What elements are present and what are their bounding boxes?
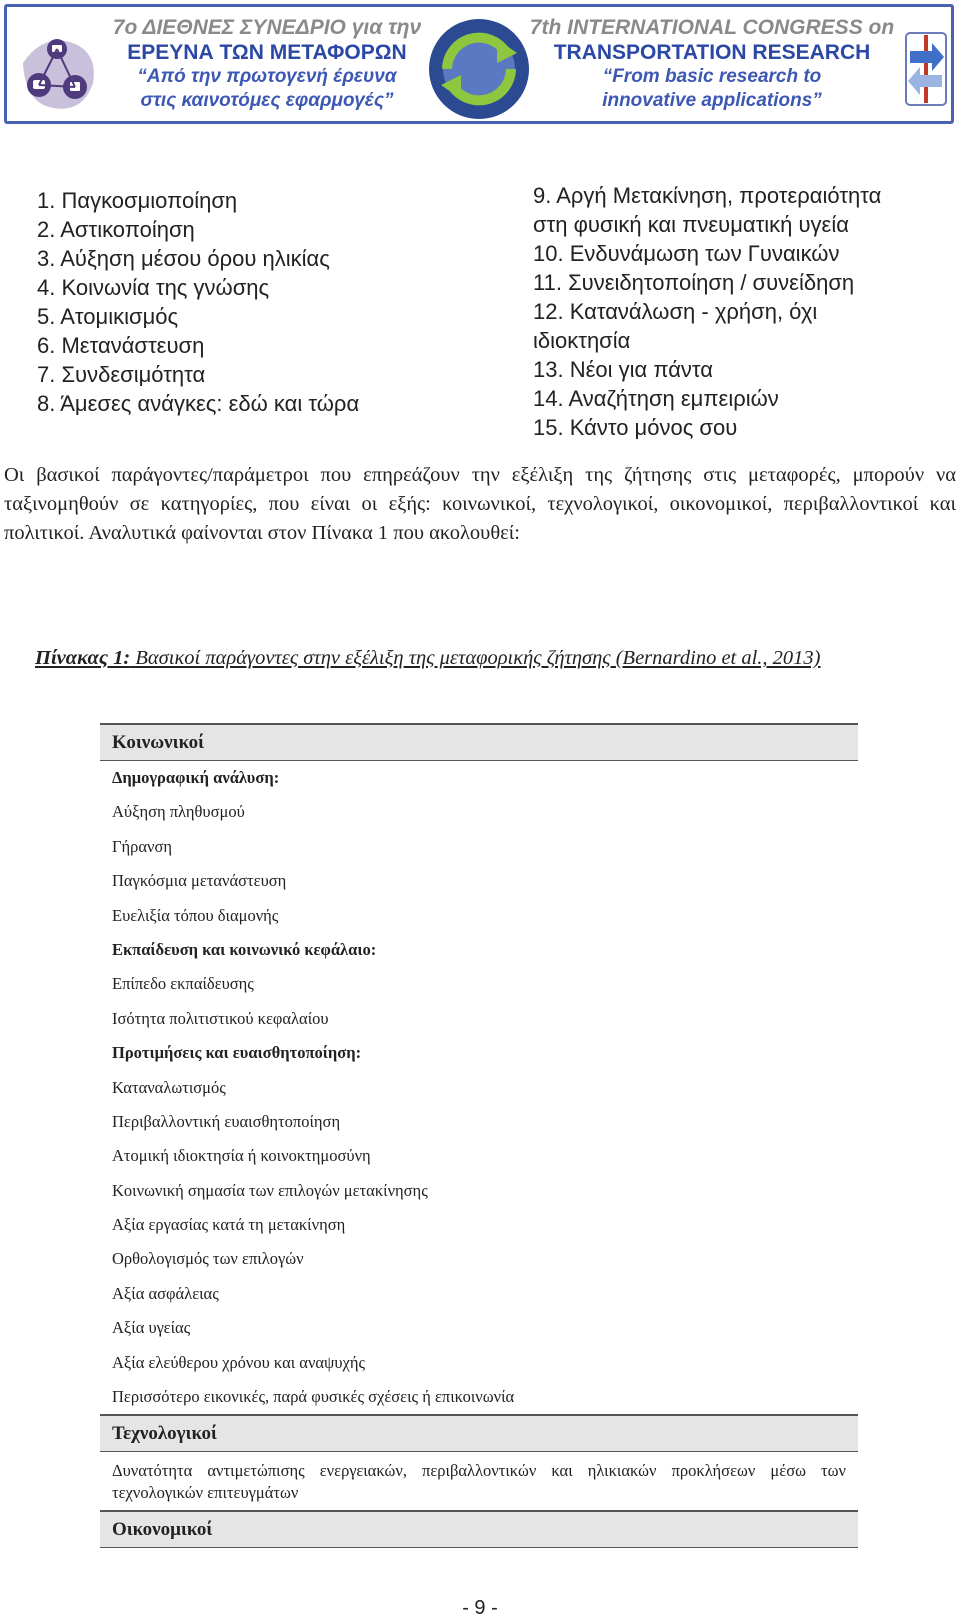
list-item: 4. Κοινωνία της γνώσης — [37, 275, 270, 300]
table-subheading: Προτιμήσεις και ευαισθητοποίηση: — [112, 1043, 362, 1063]
banner-english-text — [527, 15, 897, 113]
list-item: 14. Αναζήτηση εμπειριών — [533, 386, 779, 411]
list-item: 2. Αστικοποίηση — [37, 217, 195, 242]
table-row: Παγκόσμια μετανάστευση — [112, 871, 287, 891]
table-row: Περιβαλλοντική ευαισθητοποίηση — [112, 1111, 341, 1131]
list-item: 7. Συνδεσιμότητα — [37, 362, 206, 387]
table-row: Αξία υγείας — [112, 1318, 191, 1338]
list-item: στη φυσική και πνευματική υγεία — [533, 212, 849, 237]
banner-english-line-1: 7th INTERNATIONAL CONGRESS on — [529, 16, 895, 39]
banner-english-line-2: TRANSPORTATION RESEARCH — [553, 41, 871, 64]
table-row: Επίπεδο εκπαίδευσης — [112, 974, 254, 994]
list-item: 13. Νέοι για πάντα — [533, 357, 714, 382]
banner-greek-line-3: “Από την πρωτογενή έρευνα — [137, 66, 397, 87]
intro-paragraph: Οι βασικοί παράγοντες/παράμετροι που επηρεάζουν την εξέλιξη της ζήτησης στις μεταφορές, μπορούν να ταξινομηθούν σε κατηγορίες, που είναι οι εξής: κοινωνικοί, τεχνολογικοί, οικονομικοί, περιβαλλοντικοί και πολιτικοί. Αναλυτικά φαίνονται στον Πίνακα 1 που ακολουθεί: — [4, 464, 956, 544]
list-item: 10. Ενδυνάμωση των Γυναικών — [533, 241, 840, 266]
table-subheading: Δημογραφική ανάλυση: — [112, 768, 280, 787]
banner-greek-line-4: στις καινοτόμες εφαρμογές” — [140, 90, 394, 111]
banner-english-line-4: innovative applications” — [602, 90, 822, 111]
factors-table — [100, 723, 858, 1548]
social-factors-list — [100, 761, 858, 1414]
congress-banner — [4, 4, 954, 124]
page-number: - 9 - — [462, 1597, 498, 1619]
table-row: Αύξηση πληθυσμού — [112, 802, 245, 822]
category-economic: Οικονομικοί — [100, 1510, 858, 1548]
list-item: ιδιοκτησία — [533, 328, 631, 353]
table-row: Κοινωνική σημασία των επιλογών μετακίνησης — [112, 1180, 428, 1200]
directions-arrow-logo — [902, 29, 950, 109]
list-item: 8. Άμεσες ανάγκες: εδώ και τώρα — [37, 391, 360, 416]
table-row: Ισότητα πολιτιστικού κεφαλαίου — [112, 1008, 329, 1028]
banner-greek-line-1: 7ο ΔΙΕΘΝΕΣ ΣΥΝΕΔΡΙΟ για την — [112, 16, 422, 39]
list-item: 6. Μετανάστευση — [37, 333, 205, 358]
list-item: 1. Παγκοσμιοποίηση — [37, 188, 238, 213]
table-row: Ορθολογισμός των επιλογών — [112, 1249, 304, 1269]
list-item: 3. Αύξηση μέσου όρου ηλικίας — [37, 246, 330, 271]
table-row: Καταναλωτισμός — [112, 1077, 226, 1097]
technological-factor-text: Δυνατότητα αντιμετώπισης ενεργειακών, περιβαλλοντικών και ηλικιακών προκλήσεων μέσω των τεχνολογικών επιτευγμάτων — [112, 1461, 846, 1503]
caption-label: Πίνακας 1: — [35, 647, 131, 669]
table-row: Ευελιξία τόπου διαμονής — [112, 905, 279, 925]
banner-greek-text — [107, 15, 427, 113]
list-item: 9. Αργή Μετακίνηση, προτεραιότητα — [533, 183, 882, 208]
table-row: Αξία εργασίας κατά τη μετακίνηση — [112, 1215, 346, 1235]
table-subheading: Εκπαίδευση και κοινωνικό κεφάλαιο: — [112, 939, 377, 959]
list-item: 12. Κατανάλωση - χρήση, όχι — [533, 299, 818, 324]
banner-english-line-3: “From basic research to — [602, 66, 822, 87]
trend-list-right — [533, 181, 933, 442]
caption-text: Βασικοί παράγοντες στην εξέλιξη της μεταφορικής ζήτησης (Bernardino et al., 2013) — [130, 647, 821, 669]
table-caption — [35, 647, 935, 670]
transport-network-logo — [13, 23, 105, 119]
list-item: 15. Κάντο μόνος σου — [533, 415, 738, 440]
category-social: Κοινωνικοί — [100, 723, 858, 761]
table-row: Γήρανση — [112, 836, 173, 856]
trend-list-left — [37, 186, 477, 418]
recycle-globe-logo — [427, 17, 531, 121]
table-row: Αξία ελεύθερου χρόνου και αναψυχής — [112, 1352, 366, 1372]
category-technological: Τεχνολογικοί — [100, 1414, 858, 1452]
list-item: 11. Συνειδητοποίηση / συνείδηση — [533, 270, 855, 295]
table-row: Αξία ασφάλειας — [112, 1283, 219, 1303]
banner-greek-line-2: ΕΡΕΥΝΑ ΤΩΝ ΜΕΤΑΦΟΡΩΝ — [127, 41, 407, 64]
list-item: 5. Ατομικισμός — [37, 304, 179, 329]
table-row: Ατομική ιδιοκτησία ή κοινοκτημοσύνη — [112, 1146, 371, 1166]
table-row: Περισσότερο εικονικές, παρά φυσικές σχέσεις ή επικοινωνία — [112, 1387, 515, 1407]
